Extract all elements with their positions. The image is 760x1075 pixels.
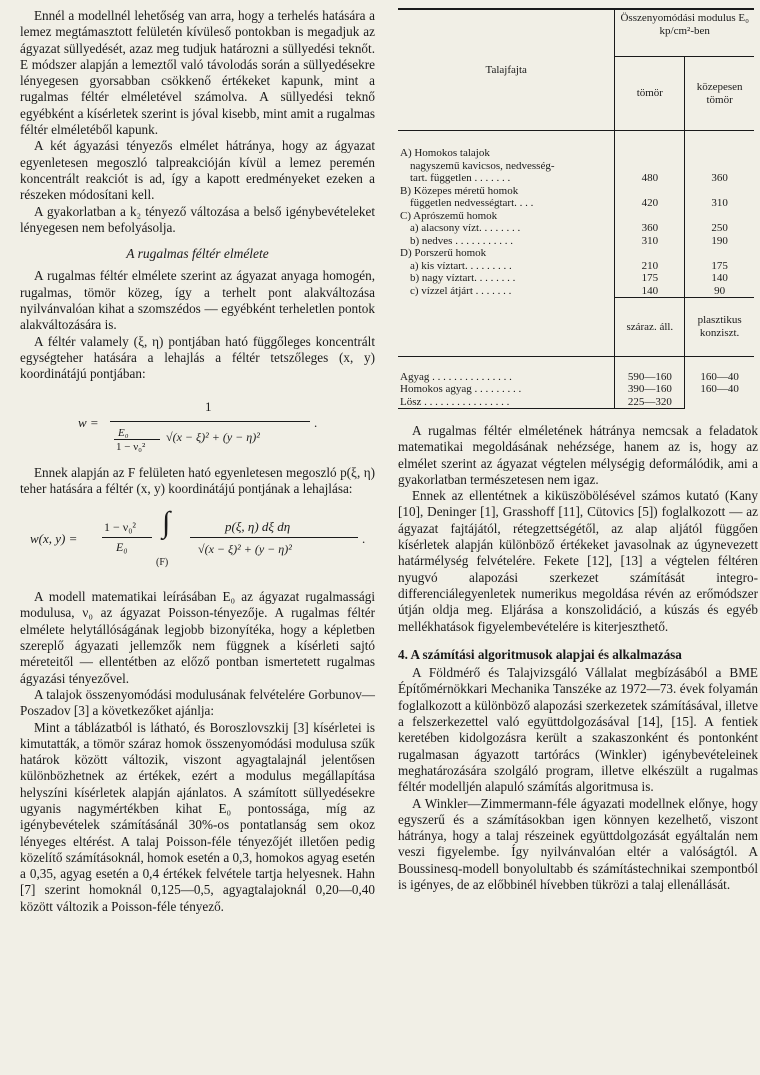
formula-lhs: w(x, y) =: [30, 531, 78, 547]
table-row: b) nedves . . . . . . . . . . . 310 190: [398, 235, 754, 248]
paragraph: Ennél a modellnél lehetőség van arra, hogy a terhelés hatására a lemez megtámasztott felületén kívüleső pontokban is megadjuk az ágyazat süllyedését, azaz meg tudjuk határozni a süllyedési teknőt. E módszer alapján a lemeztől való távolodás során a süllyedésekre lényegesen gyorsabban csökkenő értékeket kapunk, mint a rugalmas féltér elméletével számolva. A süllyedési teknő egyébként a kísérletek szerint is jóval kisebb, mint amit a rugalmas féltér elméletéből kapunk.: [20, 8, 375, 138]
table-row: a) kis víztart. . . . . . . . . 210 175: [398, 260, 754, 273]
formula-radical: √(x − ξ)² + (y − η)²: [166, 429, 260, 444]
formula-end: .: [314, 414, 318, 430]
section-heading: 4. A számítási algoritmusok alapjai és alkalmazása: [398, 646, 682, 662]
fraction-bar: [190, 537, 358, 538]
paragraph: A Winkler—Zimmermann-féle ágyazati modellnek előnye, hogy egyszerű és a számításokban igen könnyen kezelhető, viszont hátránya, hogy a talaj részeinek együttdolgozását egyáltalán nem veszi figyelembe. Így nyilvánvalóan eltér a valóságtól. A Boussinesq-modell bonyolultabb és számítástechnikai szempontból is igényes, de az előbbinél hívebben tükrözi a talaj ellenállását.: [398, 795, 758, 893]
table-row: b) nagy víztart. . . . . . . . 175 140: [398, 272, 754, 285]
paragraph: A modell matematikai leírásában E₀ az ágyazat rugalmassági modulusa, ν₀ az ágyazat Poisson-tényezője. A rugalmas féltér elmélete helytállóságának legjobb bizonyítéka, hogy a képletben szereplő ágyazati jellemzők nem függnek a kísérleti sajtó méreteitől — ellentétben az előző pontban ismertetett rugalmas ágyazási tényezővel.: [20, 589, 375, 686]
paragraph: A féltér valamely (ξ, η) pontjában ható függőleges koncentrált egységteher hatására a lehajlás a féltér tetszőleges (x, y) koordinátájú pontjában:: [20, 333, 375, 382]
paragraph: A rugalmas féltér elmélete szerint az ágyazat anyaga homogén, rugalmas, tömör közeg, így a terhelt pont alakváltozása nyilvánvalóan kihat a szomszédos — egyébként terheletlen pontok alakváltozására is.: [20, 268, 375, 333]
table-row: Lösz . . . . . . . . . . . . . . . . 225—320: [398, 396, 754, 409]
table-row: a) alacsony vízt. . . . . . . . 360 250: [398, 222, 754, 235]
table-row: Homokos agyag . . . . . . . . . 390—160 160—40: [398, 383, 754, 396]
section-title: A rugalmas féltér elmélete: [126, 246, 269, 262]
right-column: [398, 8, 758, 893]
formula-distributed-load: [20, 506, 375, 577]
paragraph: A Földmérő és Talajvizsgáló Vállalat megbízásából a BME Építőmérnökkari Mechanika Tanszéke az 1972—73. évek folyamán foglalkozott a különböző alapozási szerkezetek számításával, illetve a felszerkezettel való együttdolgozásával [14], [15]. A fentiek keretében kidolgozásra került a szakaszonként és pontonként rugalmasan ágyazott tartórács (Winkler) igénybevételeinek meghatározására szolgáló program, illetve elkészült a rugalmas féltér modelljén alapuló számítás algoritmusa is.: [398, 665, 758, 795]
table-header-medium: közepesen tömör: [685, 57, 754, 131]
table-row: C) Aprószemű homok: [398, 210, 754, 223]
table-row: független nedvességtart. . . . 420 310: [398, 197, 754, 210]
table-row: nagyszemű kavicsos, nedvesség-: [398, 160, 754, 173]
paragraph: Ennek alapján az F felületen ható egyenletesen megoszló p(ξ, η) teher hatására a féltér (x, y) koordinátájú pontjának a lehajlása:: [20, 464, 375, 496]
modulus-table: [398, 8, 754, 409]
paragraph: A talajok összenyomódási modulusának felvételére Gorbunov—Poszadov [3] a következőket ajánlja:: [20, 686, 375, 719]
formula-numerator: 1 − ν₀²: [104, 520, 136, 535]
integral-domain: (F): [156, 557, 169, 569]
formula-denominator: E₀: [116, 540, 128, 555]
table-row: Agyag . . . . . . . . . . . . . . . 590—160 160—40: [398, 371, 754, 384]
paragraph: Ennek az ellentétnek a kiküszöbölésével számos kutató (Kany [10], Deninger [1], Grasshoff [11], Cütovics [5]) foglalkozott — az ágyazat fajtájától, rétegzettségétől, az alap aljától függően kísérletek alapján különböző értékeket javasolnak az úgynevezett határmélység felvételére. Fekete [12], [13] a végtelen féltéren nyugvó alapozási szerkezet számítását integro-differenciálegyenletek numerikus megoldása révén az erőmódszer útján oldja meg. Eljárása a konszolidáció, a kúszás és egyéb mellékhatások figyelembevételére is kiterjeszthető.: [398, 488, 758, 634]
fraction-bar: [102, 537, 152, 538]
left-column: [20, 8, 375, 915]
paragraph: A két ágyazási tényezős elmélet hátránya, hogy az ágyazat egyenletesen megoszló talpreakcióján kívül a lemez peremén koncentrált reakciót is ad, így a kapott eredményeket ezeken a részeken módosítani kell.: [20, 138, 375, 203]
table-row: tart. független . . . . . . . 480 360: [398, 172, 754, 185]
formula-point-load: [20, 397, 375, 453]
formula-end: .: [362, 531, 366, 547]
paragraph: Mint a táblázatból is látható, és Boroszlovszkij [3] kísérletei is kimutatták, a tömör száraz homok összenyomódási modulusa szűk határok között változik, viszont agyagtalajnál jelentősen különbözhetnek az értékek, ezért a modulus megállapítása helyszíni kísérletek alapján ajánlatos. A számított süllyedésekre ugyanis nagymértékben kihat E₀ pontossága, míg az igénybevételek számításánál 30%-os pontatlanság sem okoz lényeges eltérést. A talaj Poisson-féle tényezőjét illetően pedig közelítő számításoknál, homok esetén a 0,3, homokos agyag esetén a 0,35, agyag esetén a 0,4 értékek felvétele tartja helyesnek. Hahn [7] szerint homoknál 0,125—0,5, agyagtalajoknál 0,20—0,40 között változik a Poisson-féle tényező.: [20, 719, 375, 914]
table-header-plastic: plasztikus konziszt.: [685, 298, 754, 357]
table-row: c) vízzel átjárt . . . . . . . 140 90: [398, 285, 754, 298]
formula-frac-den: √(x − ξ)² + (y − η)²: [198, 542, 292, 557]
formula-den-a: E₀: [118, 426, 129, 439]
table-row: D) Porszerű homok: [398, 247, 754, 260]
table-header-dry: száraz. áll.: [615, 298, 685, 357]
table-row: A) Homokos talajok: [398, 147, 754, 160]
formula-lhs: w =: [78, 414, 99, 430]
paragraph: A rugalmas féltér elméletének hátránya nemcsak a feladatok matematikai megoldásának nehézsége, hanem az is, hogy az elmélet szerint az ágyazat végtelen mélységig deformálódik, ami a gyakorlatban természetesen nem igaz.: [398, 423, 758, 487]
formula-frac-num: p(ξ, η) dξ dη: [225, 519, 291, 535]
table-header-dense: tömör: [615, 57, 685, 131]
fraction-bar: [110, 421, 310, 422]
table-header-modulus: Összenyomódási modulus E₀ kp/cm²-ben: [615, 9, 754, 57]
formula-den-b: 1 − ν₀²: [116, 440, 146, 453]
integral-sign: ∫: [162, 506, 171, 540]
paragraph: A gyakorlatban a k₂ tényező változása a belső igénybevételeket lényegesen nem befolyásolja.: [20, 203, 375, 235]
formula-numerator: 1: [205, 398, 212, 414]
table-row: B) Közepes méretű homok: [398, 185, 754, 198]
table-header-soil: Talajfajta: [398, 9, 615, 131]
